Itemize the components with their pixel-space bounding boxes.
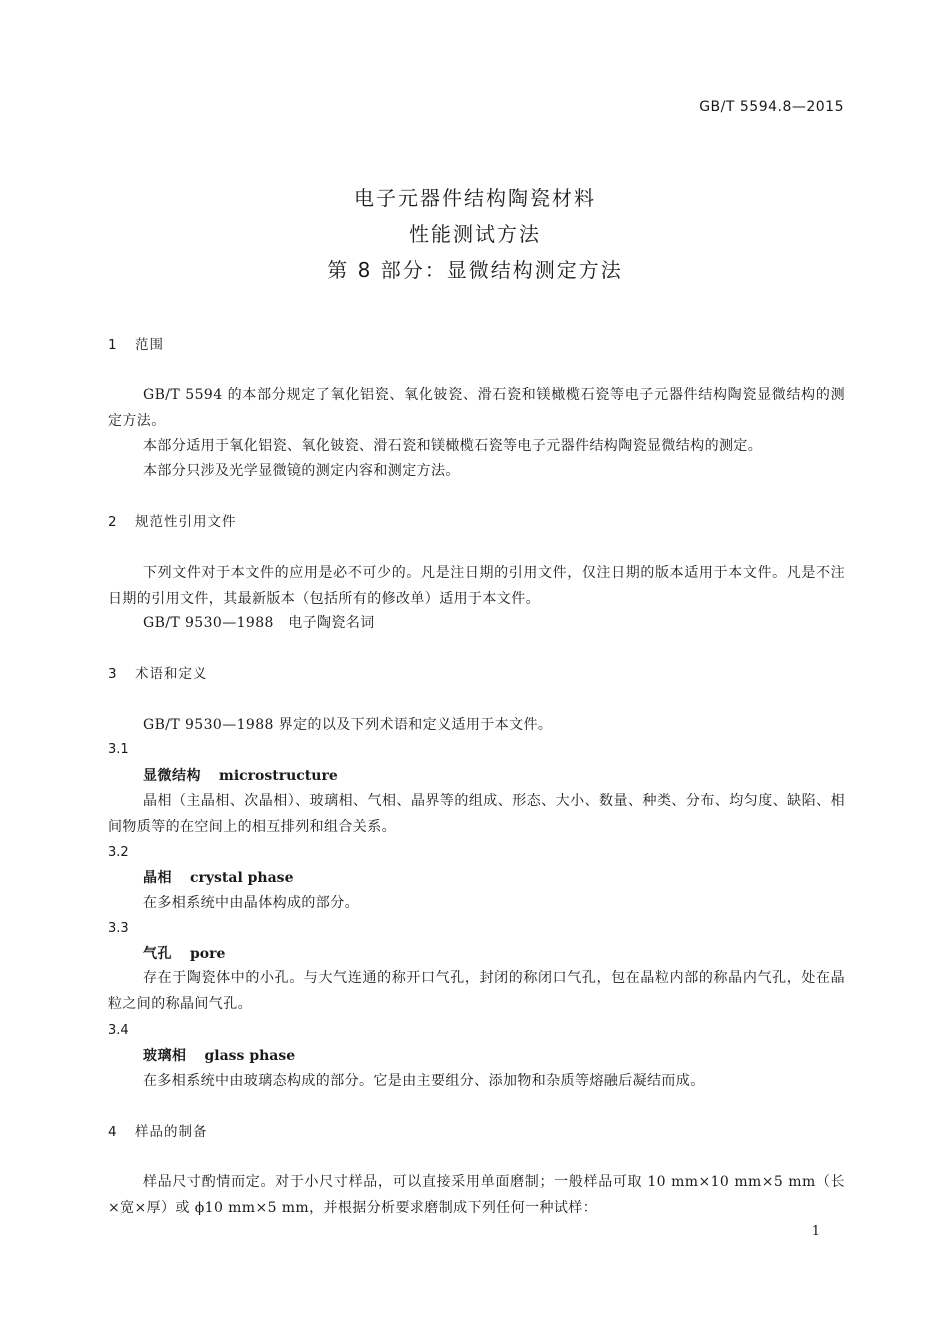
title-line-1: 电子元器件结构陶瓷材料 xyxy=(354,186,596,210)
term-zh: 玻璃相 xyxy=(143,1048,187,1064)
term-name xyxy=(143,943,225,965)
scope-paragraph-1: GB/T 5594 的本部分规定了氧化铝瓷、氧化铍瓷、滑石瓷和镁橄榄石瓷等电子元器件结构陶瓷显微结构的测定方法。 xyxy=(108,387,845,429)
sample-prep-paragraph: 样品尺寸酌情而定。对于小尺寸样品，可以直接采用单面磨制；一般样品可取 10 mm×10 mm×5 mm（长×宽×厚）或 ϕ10 mm×5 mm，并根据分析要求磨制成下列任何一种试样： xyxy=(108,1174,845,1216)
scope-paragraph-2: 本部分适用于氧化铝瓷、氧化铍瓷、滑石瓷和镁橄榄石瓷等电子元器件结构陶瓷显微结构的测定。 xyxy=(143,438,763,454)
section-title: 样品的制备 xyxy=(135,1124,208,1140)
section-heading-2 xyxy=(108,511,237,533)
section-heading-1 xyxy=(108,334,164,356)
term-definition: 存在于陶瓷体中的小孔。与大气连通的称开口气孔，封闭的称闭口气孔，包在晶粒内部的称晶内气孔，处在晶粒之间的称晶间气孔。 xyxy=(108,970,845,1012)
term-number: 3.3 xyxy=(108,921,129,936)
scope-paragraph-3: 本部分只涉及光学显微镜的测定内容和测定方法。 xyxy=(143,463,460,479)
term-zh: 晶相 xyxy=(143,870,172,886)
term-definition: 在多相系统中由玻璃态构成的部分。它是由主要组分、添加物和杂质等熔融后凝结而成。 xyxy=(143,1073,705,1089)
section-title: 规范性引用文件 xyxy=(135,514,237,530)
section-heading-3 xyxy=(108,663,208,685)
references-paragraph: 下列文件对于本文件的应用是必不可少的。凡是注日期的引用文件，仅注日期的版本适用于本文件。凡是不注日期的引用文件，其最新版本（包括所有的修改单）适用于本文件。 xyxy=(108,565,845,607)
section-title: 术语和定义 xyxy=(135,666,208,682)
term-number: 3.1 xyxy=(108,742,129,757)
term-name xyxy=(143,1045,295,1067)
term-number: 3.2 xyxy=(108,845,129,860)
section-title: 范围 xyxy=(135,337,164,353)
terms-intro: GB/T 9530—1988 界定的以及下列术语和定义适用于本文件。 xyxy=(143,717,553,733)
term-definition: 在多相系统中由晶体构成的部分。 xyxy=(143,895,359,911)
term-name xyxy=(143,765,338,787)
term-en: glass phase xyxy=(204,1048,296,1064)
title-line-2: 性能测试方法 xyxy=(409,222,541,246)
section-heading-4 xyxy=(108,1121,208,1143)
page-number: 1 xyxy=(811,1224,820,1239)
term-zh: 气孔 xyxy=(143,946,172,962)
title-line-3: 第 8 部分：显微结构测定方法 xyxy=(327,258,623,282)
term-en: microstructure xyxy=(219,768,338,784)
standard-code: GB/T 5594.8—2015 xyxy=(699,99,844,115)
term-zh: 显微结构 xyxy=(143,768,201,784)
section-number: 1 xyxy=(108,337,118,353)
section-number: 4 xyxy=(108,1124,118,1140)
section-number: 3 xyxy=(108,666,118,682)
term-en: pore xyxy=(190,946,226,962)
term-name xyxy=(143,867,293,889)
term-definition: 晶相（主晶相、次晶相）、玻璃相、气相、晶界等的组成、形态、大小、数量、种类、分布、均匀度、缺陷、相间物质等的在空间上的相互排列和组合关系。 xyxy=(108,793,845,835)
term-number: 3.4 xyxy=(108,1023,129,1038)
section-number: 2 xyxy=(108,514,118,530)
term-en: crystal phase xyxy=(190,870,294,886)
document-title xyxy=(0,180,950,288)
reference-entry: GB/T 9530—1988 电子陶瓷名词 xyxy=(143,615,375,631)
